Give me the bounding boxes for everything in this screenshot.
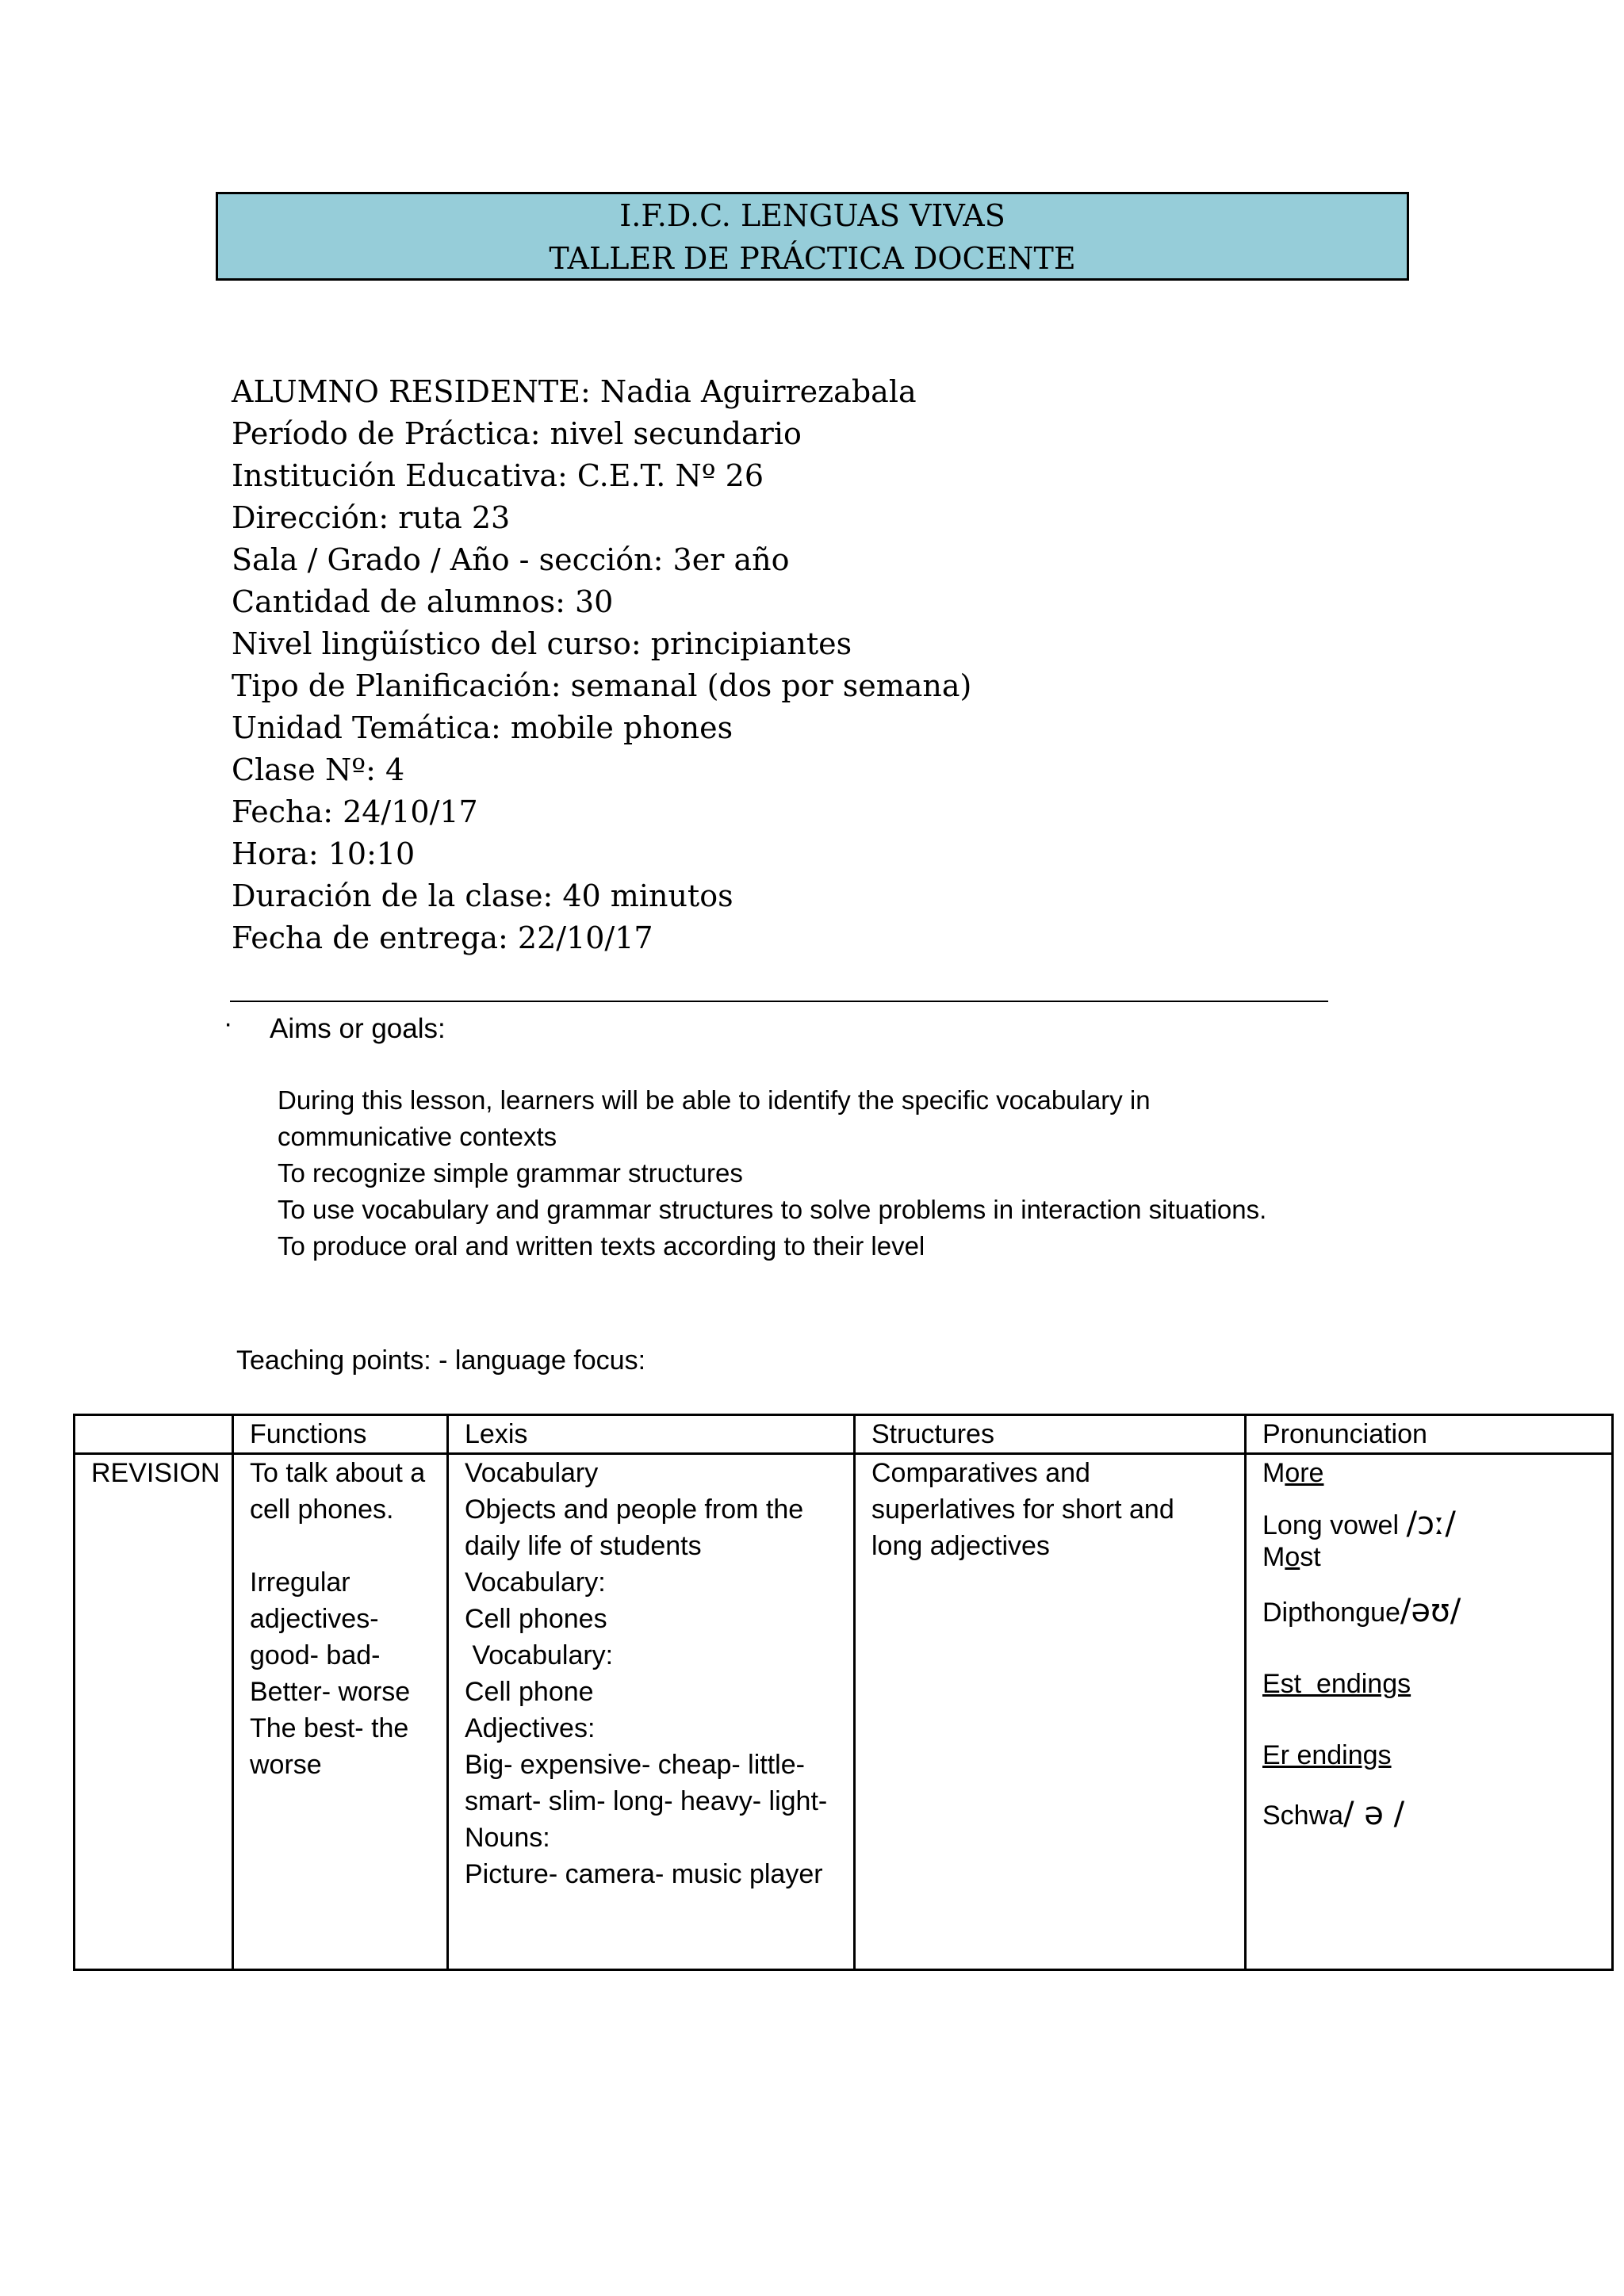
divider <box>230 1001 1328 1002</box>
aims-list <box>278 1082 1427 1265</box>
info-unit: Unidad Temática: mobile phones <box>232 710 733 745</box>
pron-schwa: Schwa/ ə / <box>1262 1796 1405 1832</box>
table-header-row <box>75 1415 1613 1454</box>
lexis-cell: Vocabulary Objects and people from the daily life of students Vocabulary: Cell phones Vocabulary: Cell phone Adjectives: Big- expensive- cheap- little- smart- slim- long- heavy- light- Nouns: Picture- camera- music player <box>448 1454 855 1970</box>
info-time: Hora: 10:10 <box>232 836 416 871</box>
lesson-info <box>232 371 1342 959</box>
info-class-number: Clase Nº: 4 <box>232 752 405 787</box>
table-row <box>75 1454 1613 1970</box>
structures-cell: Comparatives and superlatives for short and long adjectives <box>855 1454 1246 1970</box>
spacer <box>250 1528 446 1564</box>
header-lexis: Lexis <box>448 1415 855 1454</box>
language-focus-table <box>73 1414 1614 1971</box>
info-institution: Institución Educativa: C.E.T. Nº 26 <box>232 458 764 493</box>
aims-bullet: · <box>224 1008 233 1039</box>
info-address: Dirección: ruta 23 <box>232 500 511 535</box>
info-students-count: Cantidad de alumnos: 30 <box>232 584 614 619</box>
aim-line: To recognize simple grammar structures <box>278 1158 743 1188</box>
info-delivery-date: Fecha de entrega: 22/10/17 <box>232 920 653 955</box>
aim-line: To produce oral and written texts according to their level <box>278 1231 925 1261</box>
pron-est-endings: Est endings <box>1262 1669 1411 1699</box>
header-pronunciation: Pronunciation <box>1246 1415 1613 1454</box>
pron-more: More <box>1262 1458 1324 1488</box>
pron-long-vowel: Long vowel /ɔː/ <box>1262 1506 1456 1542</box>
info-level: Nivel lingüístico del curso: principiantes <box>232 626 852 661</box>
row-label: REVISION <box>75 1454 233 1970</box>
header-structures: Structures <box>855 1415 1246 1454</box>
pronunciation-cell <box>1246 1454 1613 1970</box>
info-student: ALUMNO RESIDENTE: Nadia Aguirrezabala <box>232 374 917 409</box>
header-empty <box>75 1415 233 1454</box>
institution-name: I.F.D.C. LENGUAS VIVAS <box>619 198 1005 233</box>
aim-line: communicative contexts <box>278 1122 557 1151</box>
info-period: Período de Práctica: nivel secundario <box>232 416 802 451</box>
pron-dipthongue: Dipthongue/əʊ/ <box>1262 1593 1461 1629</box>
institution-header <box>216 192 1409 281</box>
info-duration: Duración de la clase: 40 minutos <box>232 878 733 913</box>
workshop-title: TALLER DE PRÁCTICA DOCENTE <box>549 241 1076 276</box>
info-date: Fecha: 24/10/17 <box>232 794 478 829</box>
aim-line: To use vocabulary and grammar structures to solve problems in interaction situations. <box>278 1195 1267 1224</box>
aim-line: During this lesson, learners will be able to identify the specific vocabulary in <box>278 1085 1151 1115</box>
functions-cell: To talk about a cell phones. Irregular adjectives- good- bad- Better- worse The best- the worse <box>233 1454 448 1970</box>
teaching-points-heading: Teaching points: - language focus: <box>236 1345 646 1376</box>
pron-most: Most <box>1262 1542 1321 1572</box>
info-planning-type: Tipo de Planificación: semanal (dos por semana) <box>232 668 972 703</box>
pron-er-endings: Er endings <box>1262 1740 1392 1770</box>
header-functions: Functions <box>233 1415 448 1454</box>
aims-heading: Aims or goals: <box>270 1013 446 1044</box>
info-grade: Sala / Grado / Año - sección: 3er año <box>232 542 790 577</box>
